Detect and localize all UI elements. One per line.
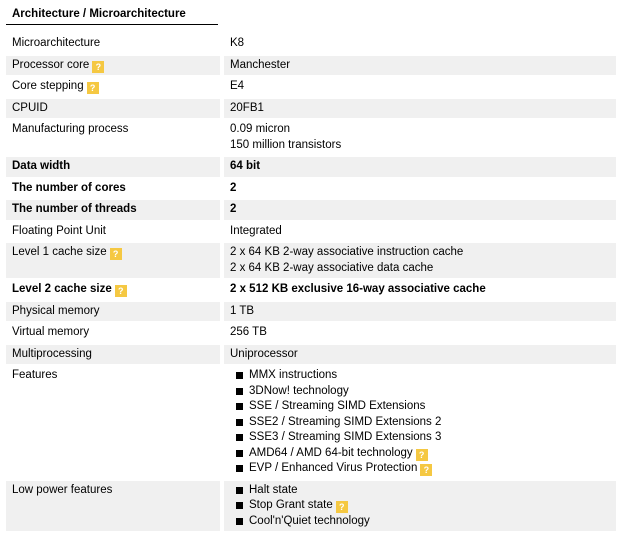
row-value: 2	[224, 200, 616, 220]
row-cpuid	[6, 99, 616, 119]
row-value: 1 TB	[224, 302, 616, 322]
spec-table	[6, 32, 616, 533]
help-icon[interactable]: ?	[92, 61, 104, 73]
row-label: Microarchitecture	[12, 37, 101, 49]
row-label: Manufacturing process	[12, 123, 129, 135]
row-value-line: 0.09 micron	[230, 123, 291, 135]
list-item: Halt state	[230, 483, 610, 499]
row-processor-core	[6, 56, 616, 76]
help-icon[interactable]: ?	[336, 501, 348, 513]
row-label: Data width	[6, 157, 220, 177]
row-data-width	[6, 157, 616, 177]
row-value: Manchester	[224, 56, 616, 76]
section-title: Architecture / Microarchitecture	[6, 4, 218, 25]
row-cores	[6, 179, 616, 199]
row-label: Level 1 cache size	[12, 246, 107, 258]
row-label: Level 2 cache size	[12, 283, 112, 295]
row-label: Floating Point Unit	[12, 224, 106, 237]
row-low-power-features	[6, 481, 616, 532]
row-value: 2	[230, 181, 237, 194]
row-fpu	[6, 222, 616, 242]
row-virtual-memory	[6, 323, 616, 343]
row-value-line: 150 million transistors	[230, 138, 342, 151]
list-item: 3DNow! technology	[230, 384, 610, 400]
row-l1-cache	[6, 243, 616, 278]
row-microarchitecture	[6, 34, 616, 54]
row-label: Multiprocessing	[6, 345, 220, 365]
row-features	[6, 366, 616, 479]
list-item: EVP / Enhanced Virus Protection ?	[230, 461, 610, 477]
list-item: MMX instructions	[230, 368, 610, 384]
row-label: CPUID	[6, 99, 220, 119]
list-item: SSE3 / Streaming SIMD Extensions 3	[230, 430, 610, 446]
row-label: The number of threads	[6, 200, 220, 220]
row-label: Features	[12, 369, 58, 381]
row-value: Integrated	[230, 224, 282, 237]
row-value-line: 2 x 64 KB 2-way associative instruction cache	[230, 246, 464, 258]
row-value: E4	[230, 80, 245, 92]
row-value: 2 x 512 KB exclusive 16-way associative cache	[230, 283, 486, 295]
row-manufacturing-process	[6, 120, 616, 155]
row-value-line: 2 x 64 KB 2-way associative data cache	[230, 261, 434, 274]
row-value: 64 bit	[224, 157, 616, 177]
row-physical-memory	[6, 302, 616, 322]
row-multiprocessing	[6, 345, 616, 365]
help-icon[interactable]: ?	[416, 449, 428, 461]
row-label: Processor core	[12, 58, 90, 71]
list-item: Stop Grant state ?	[230, 498, 610, 514]
help-icon[interactable]: ?	[110, 248, 122, 260]
list-item: AMD64 / AMD 64-bit technology ?	[230, 446, 610, 462]
row-label: The number of cores	[12, 181, 126, 194]
row-core-stepping	[6, 77, 616, 97]
row-threads	[6, 200, 616, 220]
row-label: Low power features	[6, 481, 220, 532]
row-label: Core stepping	[12, 80, 84, 92]
help-icon[interactable]: ?	[87, 82, 99, 94]
list-item: SSE / Streaming SIMD Extensions	[230, 399, 610, 415]
list-item: SSE2 / Streaming SIMD Extensions 2	[230, 415, 610, 431]
row-label: Virtual memory	[12, 326, 90, 338]
row-value: 256 TB	[230, 326, 267, 338]
row-label: Physical memory	[6, 302, 220, 322]
row-value: K8	[230, 37, 245, 49]
row-value: 20FB1	[224, 99, 616, 119]
help-icon[interactable]: ?	[115, 285, 127, 297]
low-power-list	[230, 483, 610, 530]
row-l2-cache	[6, 280, 616, 300]
features-list	[230, 368, 610, 477]
help-icon[interactable]: ?	[420, 464, 432, 476]
list-item: Cool'n'Quiet technology	[230, 514, 610, 530]
row-value: Uniprocessor	[224, 345, 616, 365]
